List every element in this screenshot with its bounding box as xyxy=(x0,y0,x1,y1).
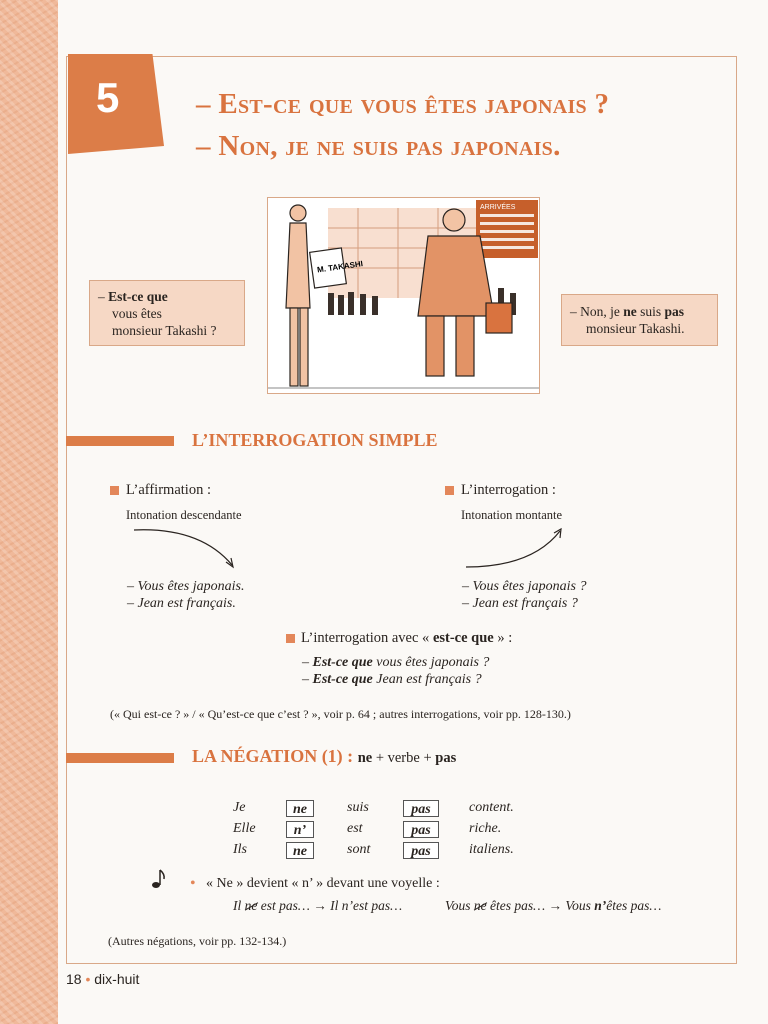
estceque-example-2 xyxy=(302,672,482,688)
negation-formula xyxy=(358,750,457,766)
row2-end: riche. xyxy=(469,821,502,836)
estceque-label xyxy=(301,630,512,647)
estceque-example-1 xyxy=(302,655,489,671)
negation-note: (Autres négations, voir pp. 132-134.) xyxy=(108,934,287,948)
caption-right-text1: – Non, je xyxy=(570,304,624,319)
caption-right xyxy=(561,294,718,346)
footer-dot: • xyxy=(85,971,91,987)
rule-bullet: • xyxy=(190,875,196,892)
caption-right-text2: suis xyxy=(636,304,665,319)
title-line-1-text: – Est-ce que vous êtes japonais ? xyxy=(196,88,610,120)
title-line-2-text: – Non, je ne suis pas japonais. xyxy=(196,130,561,162)
section2-bar xyxy=(66,753,174,763)
row3-verb: sont xyxy=(347,842,371,857)
affirmation-label: L’affirmation : xyxy=(126,482,211,498)
row2-ne-box: n’ xyxy=(286,821,314,838)
decorative-side-strip xyxy=(0,0,58,1024)
title-line-2 xyxy=(196,130,561,163)
falling-intonation-arrow xyxy=(130,525,240,573)
music-note-icon xyxy=(151,868,167,890)
caption-left-dash: – xyxy=(98,289,109,304)
cartoon-illustration xyxy=(267,197,540,394)
rising-intonation-arrow xyxy=(462,525,572,573)
row1-subject: Je xyxy=(233,800,246,815)
formula-middle: + verbe + xyxy=(372,750,436,766)
row2-subject: Elle xyxy=(233,821,256,836)
section1-bar xyxy=(66,436,174,446)
row1-end: content. xyxy=(469,800,514,815)
row3-subject: Ils xyxy=(233,842,247,857)
interrogation-bullet xyxy=(445,486,454,495)
interrogation-note: (« Qui est-ce ? » / « Qu’est-ce que c’est ? », voir p. 64 ; autres interrogations, voir pp. 128-130.) xyxy=(110,707,571,721)
estceque-label-post: » : xyxy=(497,630,513,646)
caption-right-pas: pas xyxy=(664,304,685,319)
cartoon-drawing xyxy=(268,198,539,393)
rule-ex1-part-c: Il n’est pas… xyxy=(326,898,403,913)
page-number: 18 xyxy=(66,971,82,987)
interrogation-label: L’interrogation : xyxy=(461,482,556,498)
board-label: ARRIVÉES xyxy=(480,204,516,211)
lesson-number: 5 xyxy=(96,74,120,121)
caption-right-line1 xyxy=(570,303,709,320)
affirmation-example-1: – Vous êtes japonais. xyxy=(127,579,245,594)
estceque-example-2-dash: – xyxy=(302,672,313,687)
interrogation-example-2: – Jean est français ? xyxy=(462,596,578,611)
page-footer xyxy=(66,971,139,987)
rule-ex2-struck: ne xyxy=(473,898,487,913)
row2-pas-box: pas xyxy=(403,821,439,838)
rule-ex1-arrow: → xyxy=(313,898,327,913)
estceque-example-1-rest: vous êtes japonais ? xyxy=(372,655,490,670)
interrogation-example-1: – Vous êtes japonais ? xyxy=(462,579,587,594)
caption-left-line3: monsieur Takashi ? xyxy=(112,323,217,338)
row3-ne-box: ne xyxy=(286,842,314,859)
rule-ex1-part-a: Il xyxy=(233,898,245,913)
rule-ex1-struck: ne xyxy=(244,898,258,913)
affirmation-example-2: – Jean est français. xyxy=(127,596,236,611)
page-word: dix-huit xyxy=(94,971,140,987)
row2-verb: est xyxy=(347,821,363,836)
estceque-label-pre: L’interrogation avec « xyxy=(301,630,430,646)
section2-heading xyxy=(192,746,456,767)
estceque-example-1-dash: – xyxy=(302,655,313,670)
caption-left xyxy=(89,280,245,346)
title-line-1 xyxy=(196,88,609,121)
row1-ne-box: ne xyxy=(286,800,314,817)
rule-text: « Ne » devient « n’ » devant une voyelle : xyxy=(206,876,440,891)
row3-end: italiens. xyxy=(469,842,514,857)
rule-ex2-n: n’ xyxy=(594,898,607,913)
row1-verb: suis xyxy=(347,800,369,815)
interrogation-intonation: Intonation montante xyxy=(461,508,563,522)
estceque-example-1-bold: Est-ce que xyxy=(312,655,373,670)
affirmation-intonation: Intonation descendante xyxy=(126,508,242,522)
section2-title: LA NÉGATION (1) : xyxy=(192,746,354,766)
rule-ex2-part-b: êtes pas… xyxy=(486,898,546,913)
caption-left-line2: vous êtes xyxy=(112,306,162,321)
formula-ne: ne xyxy=(357,750,373,766)
estceque-example-2-rest: Jean est français ? xyxy=(372,672,482,687)
row1-pas-box: pas xyxy=(403,800,439,817)
rule-ex1-part-b: est pas… xyxy=(257,898,310,913)
rule-example-1 xyxy=(233,898,402,914)
estceque-bullet xyxy=(286,634,295,643)
rule-ex2-part-d: êtes pas… xyxy=(606,898,662,913)
caption-right-line2: monsieur Takashi. xyxy=(586,321,685,336)
caption-left-line1 xyxy=(98,288,236,305)
rule-ex2-part-c: Vous xyxy=(562,898,595,913)
sign-text: M. TAKASHI xyxy=(316,259,364,275)
affirmation-bullet xyxy=(110,486,119,495)
row3-pas-box: pas xyxy=(403,842,439,859)
caption-left-bold: Est-ce que xyxy=(108,289,168,304)
formula-pas: pas xyxy=(435,750,457,766)
estceque-label-bold: est-ce que xyxy=(432,630,494,646)
rule-ex2-part-a: Vous xyxy=(445,898,474,913)
rule-example-2 xyxy=(445,898,661,914)
caption-right-ne: ne xyxy=(623,304,637,319)
estceque-example-2-bold: Est-ce que xyxy=(312,672,373,687)
section1-title: L’INTERROGATION SIMPLE xyxy=(192,430,438,450)
rule-ex2-arrow: → xyxy=(548,898,563,913)
